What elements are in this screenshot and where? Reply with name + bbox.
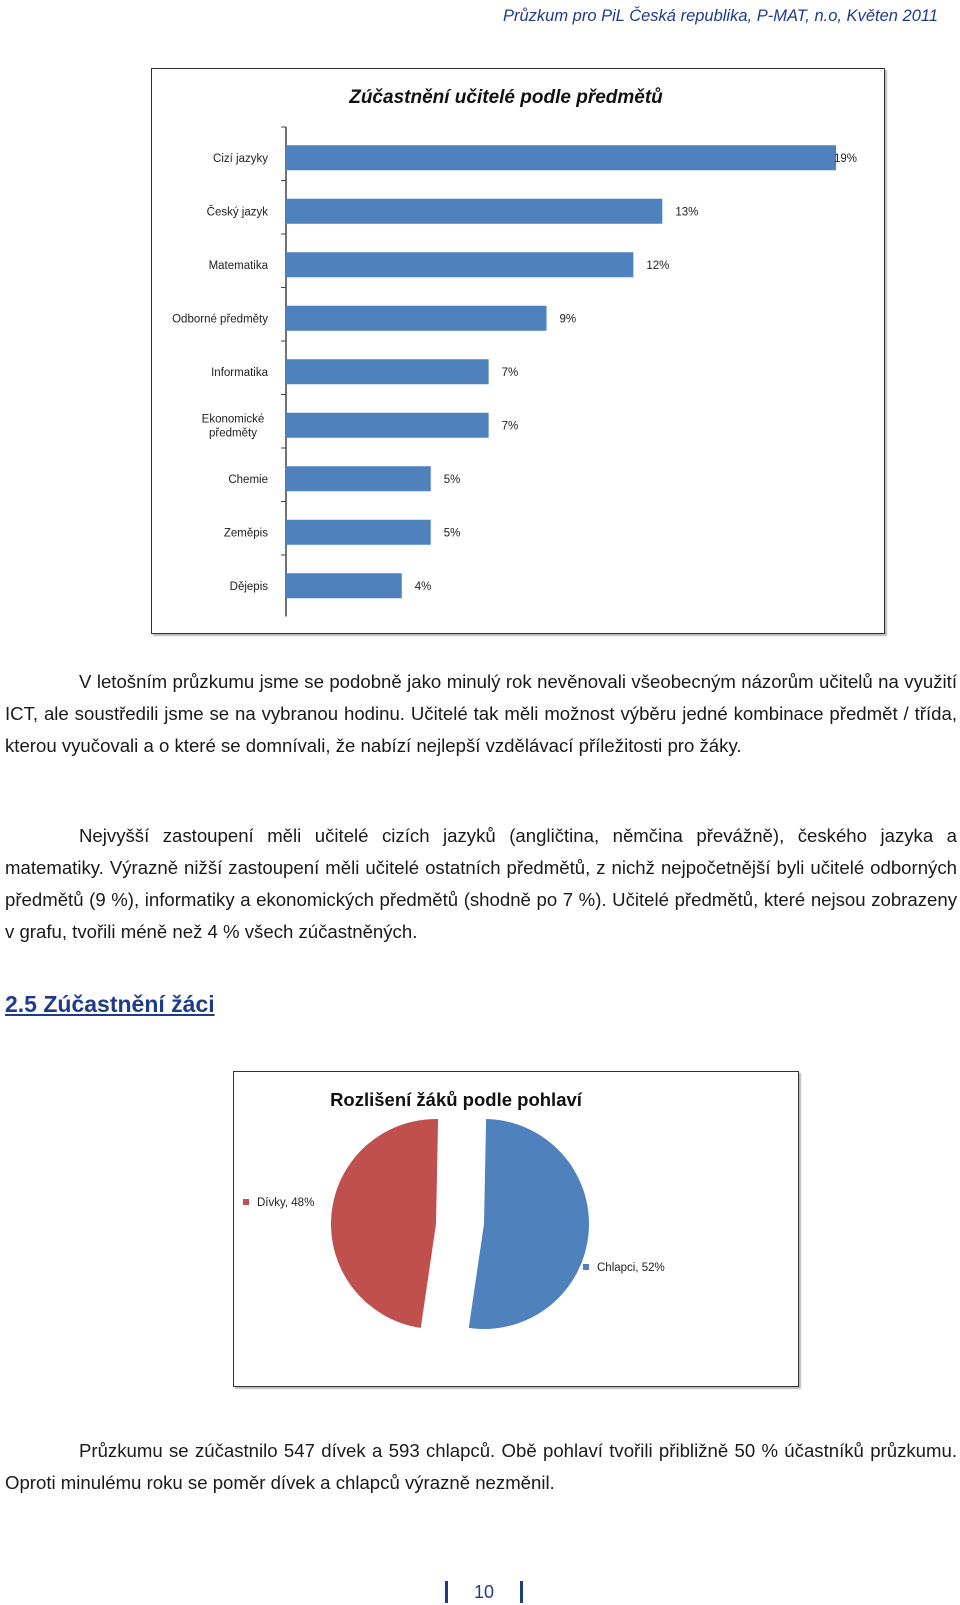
bar-category-label: Cizí jazyky	[213, 152, 268, 165]
bar-chart-title: Zúčastnění učitelé podle předmětů	[349, 87, 663, 108]
bar-value-label: 5%	[443, 473, 461, 486]
bar-value-label: 9%	[559, 313, 577, 326]
pie-label-chlapci	[583, 1262, 665, 1274]
bar-category-label: Chemie	[228, 473, 268, 486]
bar-8	[286, 573, 402, 598]
bar-chart	[152, 69, 884, 633]
bar-4	[286, 359, 489, 384]
bar-value-label: 19%	[834, 152, 858, 165]
bar-category-label: Informatika	[211, 366, 268, 379]
section-title[interactable]: 2.5 Zúčastnění žáci	[5, 991, 215, 1017]
legend-swatch-chlapci	[583, 1264, 589, 1270]
bar-category-label: Ekonomické předměty	[201, 413, 265, 440]
bar-6	[286, 466, 431, 491]
paragraph-1	[5, 666, 957, 762]
bar-category-label: Matematika	[208, 259, 268, 272]
legend-swatch-divky	[243, 1199, 249, 1205]
pie-chart-title: Rozlišení žáků podle pohlaví	[330, 1089, 582, 1110]
bar-value-label: 13%	[675, 206, 699, 219]
bar-1	[286, 199, 662, 224]
bar-value-label: 7%	[501, 366, 519, 379]
bar-5	[286, 413, 489, 438]
bar-0	[286, 145, 836, 170]
pie-slice-chlapci	[469, 1119, 589, 1329]
pie-slice-dívky	[331, 1119, 438, 1328]
bar-2	[286, 252, 633, 277]
paragraph-3	[5, 1435, 957, 1499]
bar-category-label: Zeměpis	[223, 527, 268, 540]
paragraph-3-text: Průzkumu se zúčastnilo 547 dívek a 593 chlapců. Obě pohlaví tvořili přibližně 50 % účastníků průzkumu. Oproti minulému roku se poměr dívek a chlapců výrazně nezměnil.	[5, 1440, 957, 1493]
pie-label-divky	[243, 1197, 314, 1209]
bar-value-label: 4%	[414, 580, 432, 593]
bar-3	[286, 306, 547, 331]
document-header: Průzkum pro PiL Česká republika, P-MAT, n.o, Květen 2011	[502, 7, 938, 25]
pie-label-chlapci-text: Chlapci, 52%	[597, 1262, 665, 1274]
bar-7	[286, 520, 431, 545]
bar-value-label: 7%	[501, 420, 519, 433]
bar-category-label: Dějepis	[229, 580, 268, 593]
bar-value-label: 12%	[646, 259, 670, 272]
bar-category-label: Český jazyk	[206, 206, 268, 219]
paragraph-2	[5, 820, 957, 948]
paragraph-2-text: Nejvyšší zastoupení měli učitelé cizích jazyků (angličtina, němčina převážně), českého jazyka a matematiky. Výrazně nižší zastoupení měli učitelé ostatních předmětů, z nichž nejpočetnější byli učitelé odborných předmětů (9 %), informatiky a ekonomických předmětů (shodně po 7 %). Učitelé předmětů, které nejsou zobrazeny v grafu, tvořili méně než 4 % všech zúčastněných.	[5, 825, 957, 942]
bar-value-label: 5%	[443, 527, 461, 540]
paragraph-1-text: V letošním průzkumu jsme se podobně jako minulý rok nevěnovali všeobecným názorům učitelů na využití ICT, ale soustředili jsme se na vybranou hodinu. Učitelé tak měli možnost výběru jedné kombinace předmět / třída, kterou vyučovali a o které se domnívali, že nabízí nejlepší vzdělávací příležitosti pro žáky.	[5, 671, 957, 756]
bar-category-label: Odborné předměty	[172, 313, 268, 326]
pie-chart	[234, 1072, 798, 1386]
pie-label-divky-text: Dívky, 48%	[257, 1197, 315, 1209]
page-number: 10	[445, 1581, 523, 1603]
pie-chart-frame	[233, 1071, 799, 1387]
bar-chart-frame	[151, 68, 885, 634]
